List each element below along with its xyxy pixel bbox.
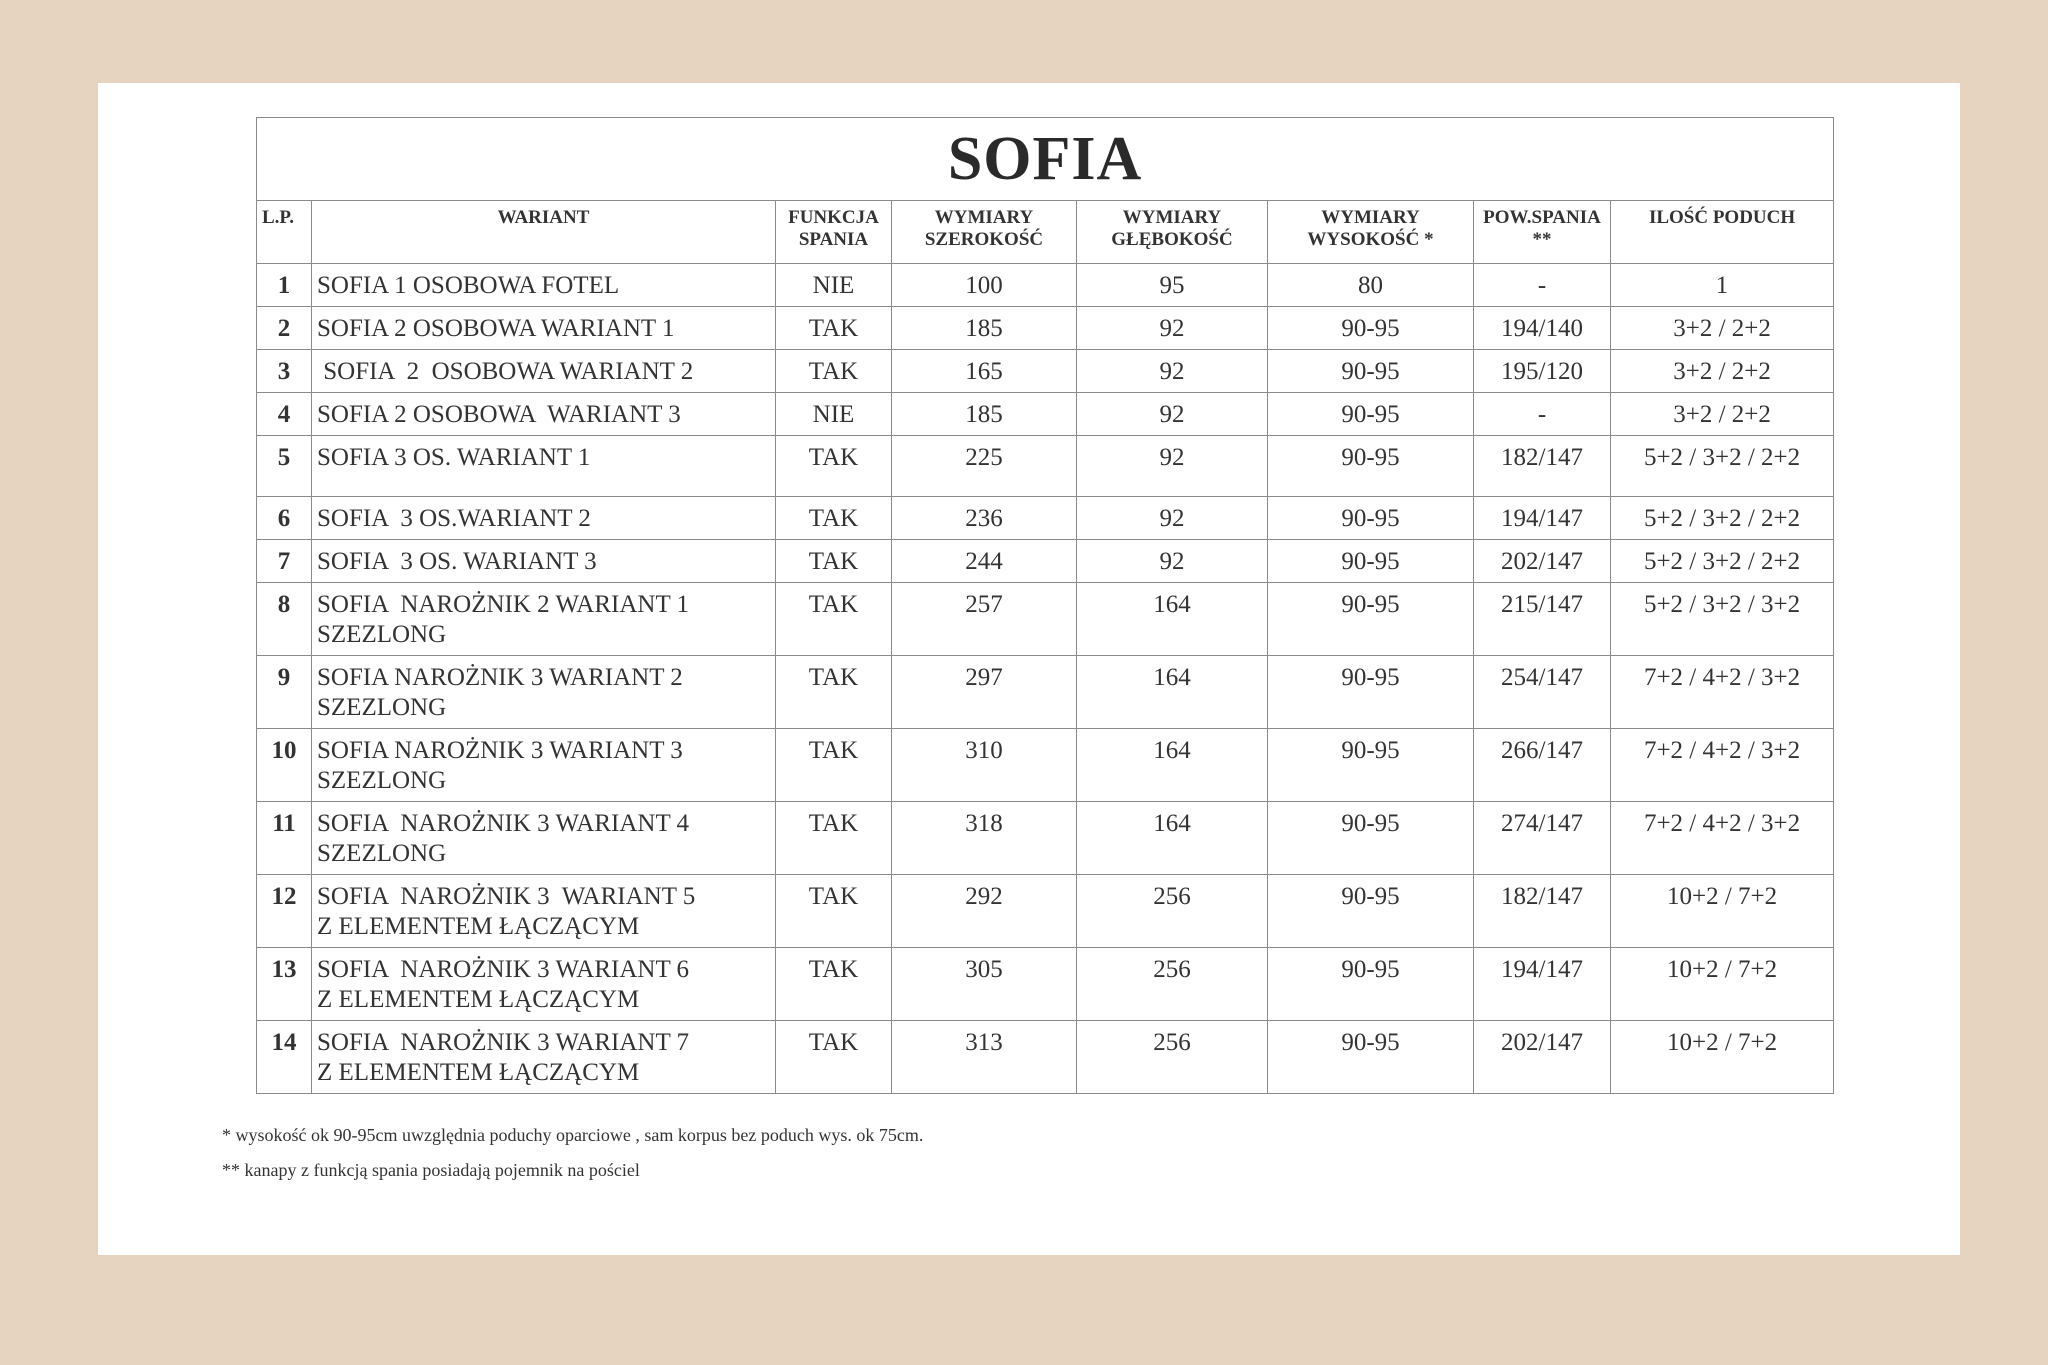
cell-glebokosc: 164	[1077, 729, 1268, 802]
cell-pow-spania: 266/147	[1474, 729, 1611, 802]
cell-ilosc-poduch: 3+2 / 2+2	[1611, 307, 1834, 350]
cell-wariant: SOFIA 2 OSOBOWA WARIANT 2	[312, 350, 776, 393]
table-row	[257, 350, 1834, 393]
table-title: SOFIA	[257, 118, 1834, 201]
header-row	[257, 201, 1834, 264]
cell-lp: 8	[257, 583, 312, 656]
cell-pow-spania: 254/147	[1474, 656, 1611, 729]
cell-wysokosc: 90-95	[1268, 436, 1474, 497]
cell-glebokosc: 92	[1077, 436, 1268, 497]
header-glebokosc: WYMIARY GŁĘBOKOŚĆ	[1077, 201, 1268, 264]
cell-wariant: SOFIA NAROŻNIK 3 WARIANT 7 Z ELEMENTEM ŁĄCZĄCYM	[312, 1021, 776, 1094]
cell-wariant: SOFIA NAROŻNIK 2 WARIANT 1 SZEZLONG	[312, 583, 776, 656]
cell-lp: 11	[257, 802, 312, 875]
cell-lp: 4	[257, 393, 312, 436]
cell-szerokosc: 165	[892, 350, 1077, 393]
cell-szerokosc: 310	[892, 729, 1077, 802]
cell-funkcja-spania: TAK	[776, 802, 892, 875]
cell-szerokosc: 257	[892, 583, 1077, 656]
cell-glebokosc: 92	[1077, 497, 1268, 540]
document-page	[98, 83, 1960, 1255]
product-spec-table	[256, 117, 1834, 1094]
cell-wariant: SOFIA 3 OS. WARIANT 3	[312, 540, 776, 583]
cell-pow-spania: 215/147	[1474, 583, 1611, 656]
cell-glebokosc: 95	[1077, 264, 1268, 307]
cell-glebokosc: 256	[1077, 1021, 1268, 1094]
cell-ilosc-poduch: 3+2 / 2+2	[1611, 350, 1834, 393]
cell-wysokosc: 90-95	[1268, 583, 1474, 656]
cell-glebokosc: 92	[1077, 307, 1268, 350]
cell-ilosc-poduch: 7+2 / 4+2 / 3+2	[1611, 656, 1834, 729]
cell-funkcja-spania: TAK	[776, 948, 892, 1021]
table-row	[257, 656, 1834, 729]
cell-szerokosc: 185	[892, 307, 1077, 350]
cell-funkcja-spania: TAK	[776, 729, 892, 802]
cell-wariant: SOFIA NAROŻNIK 3 WARIANT 6 Z ELEMENTEM ŁĄCZĄCYM	[312, 948, 776, 1021]
cell-wariant: SOFIA 1 OSOBOWA FOTEL	[312, 264, 776, 307]
cell-lp: 14	[257, 1021, 312, 1094]
cell-wariant: SOFIA 2 OSOBOWA WARIANT 1	[312, 307, 776, 350]
cell-ilosc-poduch: 5+2 / 3+2 / 2+2	[1611, 497, 1834, 540]
cell-ilosc-poduch: 10+2 / 7+2	[1611, 948, 1834, 1021]
cell-wysokosc: 90-95	[1268, 729, 1474, 802]
footnotes	[222, 1125, 923, 1195]
cell-glebokosc: 92	[1077, 540, 1268, 583]
cell-lp: 3	[257, 350, 312, 393]
cell-lp: 5	[257, 436, 312, 497]
cell-pow-spania: 195/120	[1474, 350, 1611, 393]
cell-ilosc-poduch: 7+2 / 4+2 / 3+2	[1611, 729, 1834, 802]
cell-funkcja-spania: TAK	[776, 583, 892, 656]
cell-glebokosc: 256	[1077, 948, 1268, 1021]
cell-szerokosc: 292	[892, 875, 1077, 948]
cell-lp: 12	[257, 875, 312, 948]
cell-wariant: SOFIA 3 OS.WARIANT 2	[312, 497, 776, 540]
cell-wariant: SOFIA NAROŻNIK 3 WARIANT 2 SZEZLONG	[312, 656, 776, 729]
cell-lp: 2	[257, 307, 312, 350]
table-row	[257, 583, 1834, 656]
table-body	[257, 264, 1834, 1094]
cell-glebokosc: 92	[1077, 393, 1268, 436]
cell-funkcja-spania: NIE	[776, 393, 892, 436]
cell-wariant: SOFIA 3 OS. WARIANT 1	[312, 436, 776, 497]
cell-ilosc-poduch: 5+2 / 3+2 / 2+2	[1611, 436, 1834, 497]
table-row	[257, 307, 1834, 350]
cell-pow-spania: 274/147	[1474, 802, 1611, 875]
cell-lp: 7	[257, 540, 312, 583]
title-row	[257, 118, 1834, 201]
cell-pow-spania: -	[1474, 393, 1611, 436]
cell-lp: 1	[257, 264, 312, 307]
cell-szerokosc: 225	[892, 436, 1077, 497]
cell-glebokosc: 164	[1077, 656, 1268, 729]
cell-lp: 10	[257, 729, 312, 802]
cell-funkcja-spania: TAK	[776, 875, 892, 948]
cell-wariant: SOFIA 2 OSOBOWA WARIANT 3	[312, 393, 776, 436]
table-row	[257, 948, 1834, 1021]
cell-wysokosc: 90-95	[1268, 540, 1474, 583]
cell-wysokosc: 80	[1268, 264, 1474, 307]
header-pow-spania: POW.SPANIA **	[1474, 201, 1611, 264]
cell-pow-spania: 182/147	[1474, 436, 1611, 497]
footnote-sleeping: ** kanapy z funkcją spania posiadają pojemnik na pościel	[222, 1160, 640, 1180]
cell-szerokosc: 100	[892, 264, 1077, 307]
table-row	[257, 729, 1834, 802]
cell-ilosc-poduch: 5+2 / 3+2 / 2+2	[1611, 540, 1834, 583]
table-row	[257, 875, 1834, 948]
cell-pow-spania: 202/147	[1474, 1021, 1611, 1094]
cell-szerokosc: 305	[892, 948, 1077, 1021]
header-wysokosc: WYMIARY WYSOKOŚĆ *	[1268, 201, 1474, 264]
header-ilosc-poduch: ILOŚĆ PODUCH	[1611, 201, 1834, 264]
cell-glebokosc: 164	[1077, 583, 1268, 656]
cell-funkcja-spania: NIE	[776, 264, 892, 307]
table-row	[257, 540, 1834, 583]
cell-pow-spania: 194/147	[1474, 497, 1611, 540]
cell-wariant: SOFIA NAROŻNIK 3 WARIANT 4 SZEZLONG	[312, 802, 776, 875]
cell-wysokosc: 90-95	[1268, 875, 1474, 948]
header-lp: L.P.	[257, 201, 312, 264]
cell-ilosc-poduch: 5+2 / 3+2 / 3+2	[1611, 583, 1834, 656]
cell-wysokosc: 90-95	[1268, 350, 1474, 393]
cell-pow-spania: 194/140	[1474, 307, 1611, 350]
cell-lp: 13	[257, 948, 312, 1021]
cell-wysokosc: 90-95	[1268, 1021, 1474, 1094]
cell-funkcja-spania: TAK	[776, 307, 892, 350]
cell-wysokosc: 90-95	[1268, 307, 1474, 350]
cell-glebokosc: 164	[1077, 802, 1268, 875]
cell-szerokosc: 318	[892, 802, 1077, 875]
table-row	[257, 393, 1834, 436]
table-row	[257, 264, 1834, 307]
cell-wysokosc: 90-95	[1268, 393, 1474, 436]
cell-glebokosc: 92	[1077, 350, 1268, 393]
cell-wysokosc: 90-95	[1268, 656, 1474, 729]
table-row	[257, 497, 1834, 540]
cell-ilosc-poduch: 7+2 / 4+2 / 3+2	[1611, 802, 1834, 875]
cell-wysokosc: 90-95	[1268, 497, 1474, 540]
cell-wariant: SOFIA NAROŻNIK 3 WARIANT 5 Z ELEMENTEM ŁĄCZĄCYM	[312, 875, 776, 948]
cell-pow-spania: 182/147	[1474, 875, 1611, 948]
cell-glebokosc: 256	[1077, 875, 1268, 948]
cell-ilosc-poduch: 3+2 / 2+2	[1611, 393, 1834, 436]
cell-pow-spania: 194/147	[1474, 948, 1611, 1021]
table-row	[257, 436, 1834, 497]
cell-pow-spania: 202/147	[1474, 540, 1611, 583]
cell-lp: 9	[257, 656, 312, 729]
cell-szerokosc: 297	[892, 656, 1077, 729]
footnote-height: * wysokość ok 90-95cm uwzględnia poduchy oparciowe , sam korpus bez poduch wys. ok 75cm.	[222, 1125, 924, 1145]
cell-wariant: SOFIA NAROŻNIK 3 WARIANT 3 SZEZLONG	[312, 729, 776, 802]
cell-funkcja-spania: TAK	[776, 350, 892, 393]
cell-funkcja-spania: TAK	[776, 1021, 892, 1094]
header-szerokosc: WYMIARY SZEROKOŚĆ	[892, 201, 1077, 264]
cell-funkcja-spania: TAK	[776, 497, 892, 540]
header-wariant: WARIANT	[312, 201, 776, 264]
cell-szerokosc: 236	[892, 497, 1077, 540]
cell-ilosc-poduch: 10+2 / 7+2	[1611, 1021, 1834, 1094]
cell-wysokosc: 90-95	[1268, 948, 1474, 1021]
cell-ilosc-poduch: 10+2 / 7+2	[1611, 875, 1834, 948]
cell-pow-spania: -	[1474, 264, 1611, 307]
cell-funkcja-spania: TAK	[776, 436, 892, 497]
header-funkcja-spania: FUNKCJA SPANIA	[776, 201, 892, 264]
cell-wysokosc: 90-95	[1268, 802, 1474, 875]
cell-funkcja-spania: TAK	[776, 656, 892, 729]
cell-funkcja-spania: TAK	[776, 540, 892, 583]
cell-szerokosc: 244	[892, 540, 1077, 583]
table-row	[257, 1021, 1834, 1094]
cell-szerokosc: 313	[892, 1021, 1077, 1094]
cell-lp: 6	[257, 497, 312, 540]
table-row	[257, 802, 1834, 875]
cell-szerokosc: 185	[892, 393, 1077, 436]
cell-ilosc-poduch: 1	[1611, 264, 1834, 307]
